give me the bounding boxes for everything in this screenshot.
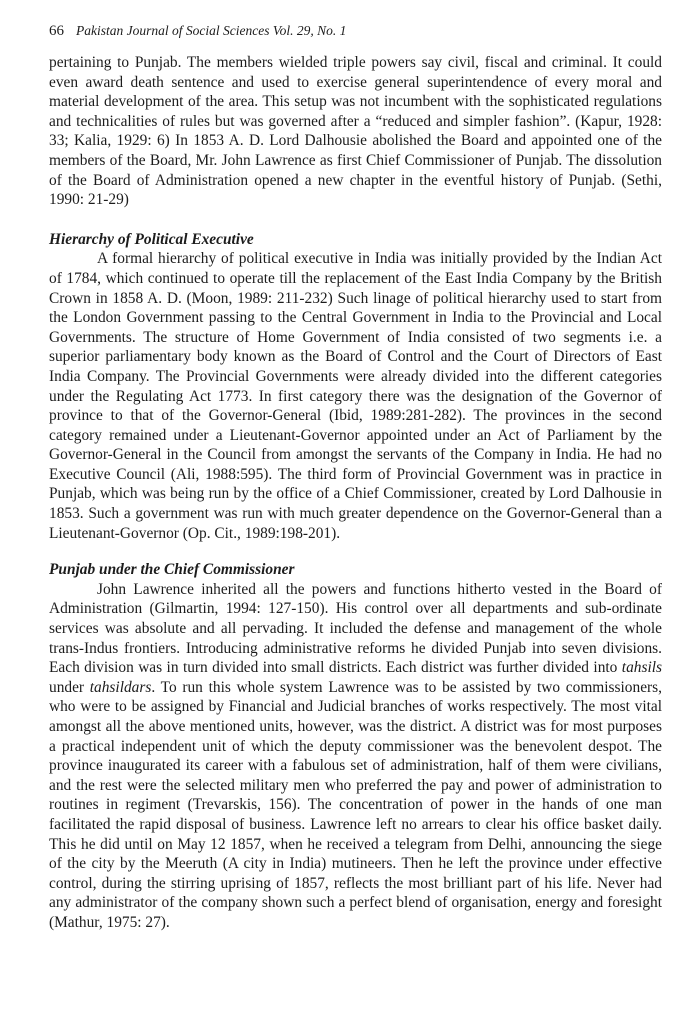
paragraph-hierarchy: A formal hierarchy of political executive in India was initially provided by the Indian Act of 1784, which continued to operate till the replacement of the East India Company by the British Crown in 1858 A. D. (Moon, 1989: 211-232) Such linage of political hierarchy used to start from the London Government passing to the Central Government in India to the Provincial and Local Governments. The structure of Home Government of India consisted of two segments i.e. a superior parliamentary body known as the Board of Control and the Court of Directors of East India Company. The Provincial Governments were already divided into the different categories under the Regulating Act 1773. In first category there was the designation of the Governor of province to that of the Governor-General (Ibid, 1989:281-282). The provinces in the second category remained under a Lieutenant-Governor appointed under an Act of Parliament by the Governor-General in the Council from amongst the servants of the Company in India. He had no Executive Council (Ali, 1988:595). The third form of Provincial Government was in practice in Punjab, which was being run by the office of a Chief Commissioner, created by Lord Dalhousie in 1853. Such a government was run with much greater dependence on the Governor-General than a Lieutenant-Governor (Op. Cit., 1989:198-201). [49,250,662,542]
running-header [49,22,662,40]
section-heading-hierarchy: Hierarchy of Political Executive [49,230,254,248]
text-segment: John Lawrence inherited all the powers and functions hitherto vested in the Board of Administration (Gilmartin, 1994: 127-150). His control over all departments and sub-ordinate services was absolute and all pervading. It included the defense and management of the whole trans-Indus frontiers. Introducing administrative reforms he divided Punjab into seven divisions. Each division was in turn divided into small districts. Each district was further divided into [49,580,662,677]
journal-title: Pakistan Journal of Social Sciences Vol. 29, No. 1 [76,23,347,38]
paragraph-punjab [49,580,662,933]
text-segment: . To run this whole system Lawrence was to be assisted by two commissioners, who were to be assigned by Financial and Judicial branches of works respectively. The most vital amongst all the above mentioned units, however, was the district. A district was for most purposes a practical independent unit of which the deputy commissioner was the benevolent despot. The province inaugurated its career with a fabulous set of administration, half of them were civilians, and the rest were the selected military men who preferred the pay and power of administration to routines in regiment (Trevarskis, 156). The concentration of power in the hands of one man facilitated the rapid disposal of business. Lawrence left no arrears to clear his office basket daily. This he did until on May 12 1857, when he received a telegram from Delhi, announcing the siege of the city by the Meeruth (A city in India) mutineers. Then he left the province under effective control, during the stirring uprising of 1857, reflects the most brilliant part of his life. Never had any administrator of the company shown such a perfect blend of organisation, energy and foresight (Mathur, 1975: 27). [49,678,662,931]
page-number: 66 [49,23,64,39]
term-tahsildars: tahsildars [89,678,152,696]
paragraph-continued: pertaining to Punjab. The members wielded triple powers say civil, fiscal and criminal. It could even award death sentence and used to exercise general superintendence of every moral and material development of the area. This setup was not incumbent with the sophisticated regulations and technicalities of rules but was governed after a “reduced and simpler fashion”. (Kapur, 1928: 33; Kalia, 1929: 6) In 1853 A. D. Lord Dalhousie abolished the Board and appointed one of the members of the Board, Mr. John Lawrence as first Chief Commissioner of Punjab. The dissolution of the Board of Administration opened a new chapter in the eventful history of Punjab. (Sethi, 1990: 21-29) [49,54,662,209]
section-heading-punjab: Punjab under the Chief Commissioner [49,561,295,579]
term-tahsils: tahsils [621,659,662,677]
text-segment: under [49,678,90,696]
document-page [49,22,662,933]
